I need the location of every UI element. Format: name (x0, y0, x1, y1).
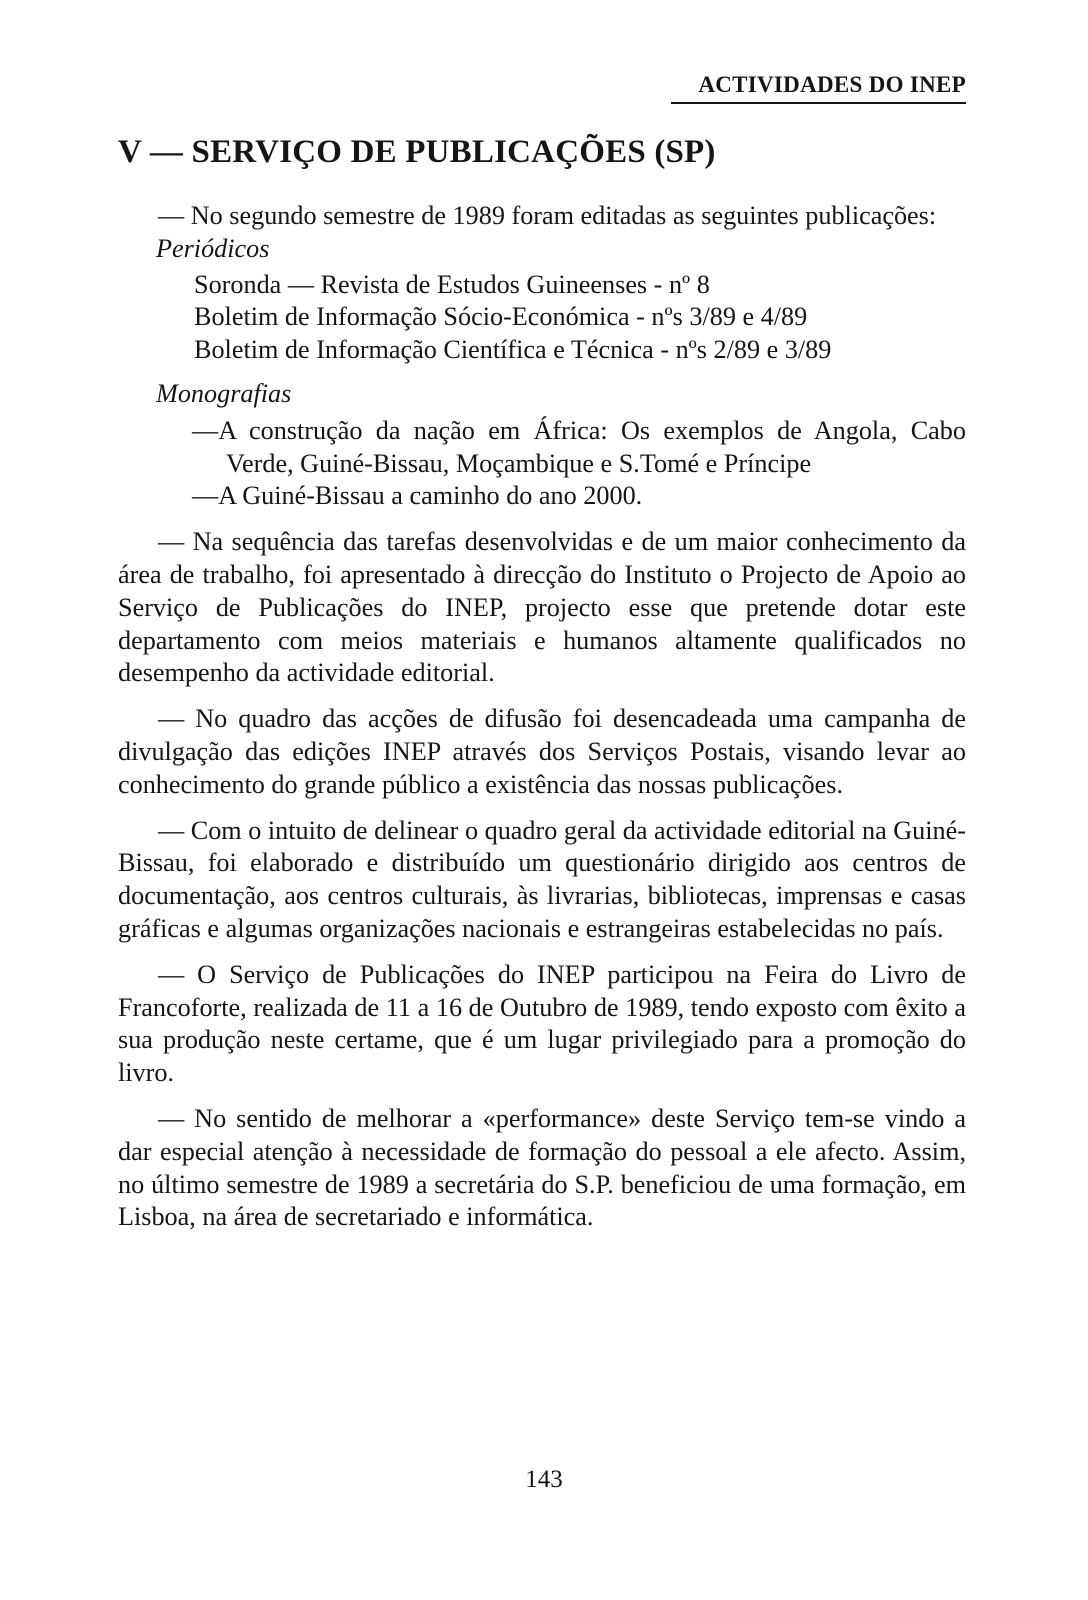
monografias-heading: Monografias (156, 378, 292, 408)
periodicos-list (194, 269, 966, 367)
body-text (118, 200, 966, 1234)
list-item: Soronda — Revista de Estudos Guineenses - nº 8 (194, 269, 710, 299)
page-number: 143 (525, 1466, 563, 1493)
list-item: Boletim de Informação Científica e Técnica - nºs 2/89 e 3/89 (194, 335, 832, 365)
paragraph-difusao: — No quadro das acções de difusão foi desencadeada uma campanha de divulgação das edições INEP através dos Serviços Postais, visando levar ao conhecimento do grande público a existência das nossas publicações. (118, 704, 966, 799)
list-item: Boletim de Informação Sócio-Económica - nºs 3/89 e 4/89 (194, 302, 808, 332)
paragraph-formacao: — No sentido de melhorar a «performance» deste Serviço tem-se vindo a dar especial atenção à necessidade de formação do pessoal a ele afecto. Assim, no último semestre de 1989 a secretária do S.P. beneficiou de uma formação, em Lisboa, na área de secretariado e informática. (118, 1103, 966, 1232)
running-header: ACTIVIDADES DO INEP (671, 72, 966, 104)
monografias-list (192, 415, 966, 513)
paragraph-projecto: — Na sequência das tarefas desenvolvidas e de um maior conhecimento da área de trabalho, foi apresentado à direcção do Instituto o Projecto de Apoio ao Serviço de Publicações do INEP, projecto esse que pretende dotar este departamento com meios materiais e humanos altamente qualificados no desempenho da actividade editorial. (118, 527, 966, 688)
paragraph-questionario: — Com o intuito de delinear o quadro geral da actividade editorial na Guiné-Bissau, foi elaborado e distribuído um questionário dirigido aos centros de documentação, aos centros culturais, às livrarias, bibliotecas, imprensas e casas gráficas e algumas organizações nacionais e estrangeiras estabelecidas no país. (118, 815, 966, 943)
intro-paragraph: — No segundo semestre de 1989 foram editadas as seguintes publicações: (158, 201, 937, 230)
periodicos-heading: Periódicos (156, 233, 270, 263)
list-item: —A construção da nação em África: Os exemplos de Angola, Cabo Verde, Guiné-Bissau, Moçambique e S.Tomé e Príncipe (192, 415, 966, 478)
list-item: —A Guiné-Bissau a caminho do ano 2000. (192, 481, 643, 511)
paragraph-feira: — O Serviço de Publicações do INEP participou na Feira do Livro de Francoforte, realizada de 11 a 16 de Outubro de 1989, tendo exposto com êxito a sua produção neste certame, que é um lugar privilegiado para a promoção do livro. (118, 959, 966, 1088)
section-title: V — SERVIÇO DE PUBLICAÇÕES (SP) (118, 134, 716, 170)
